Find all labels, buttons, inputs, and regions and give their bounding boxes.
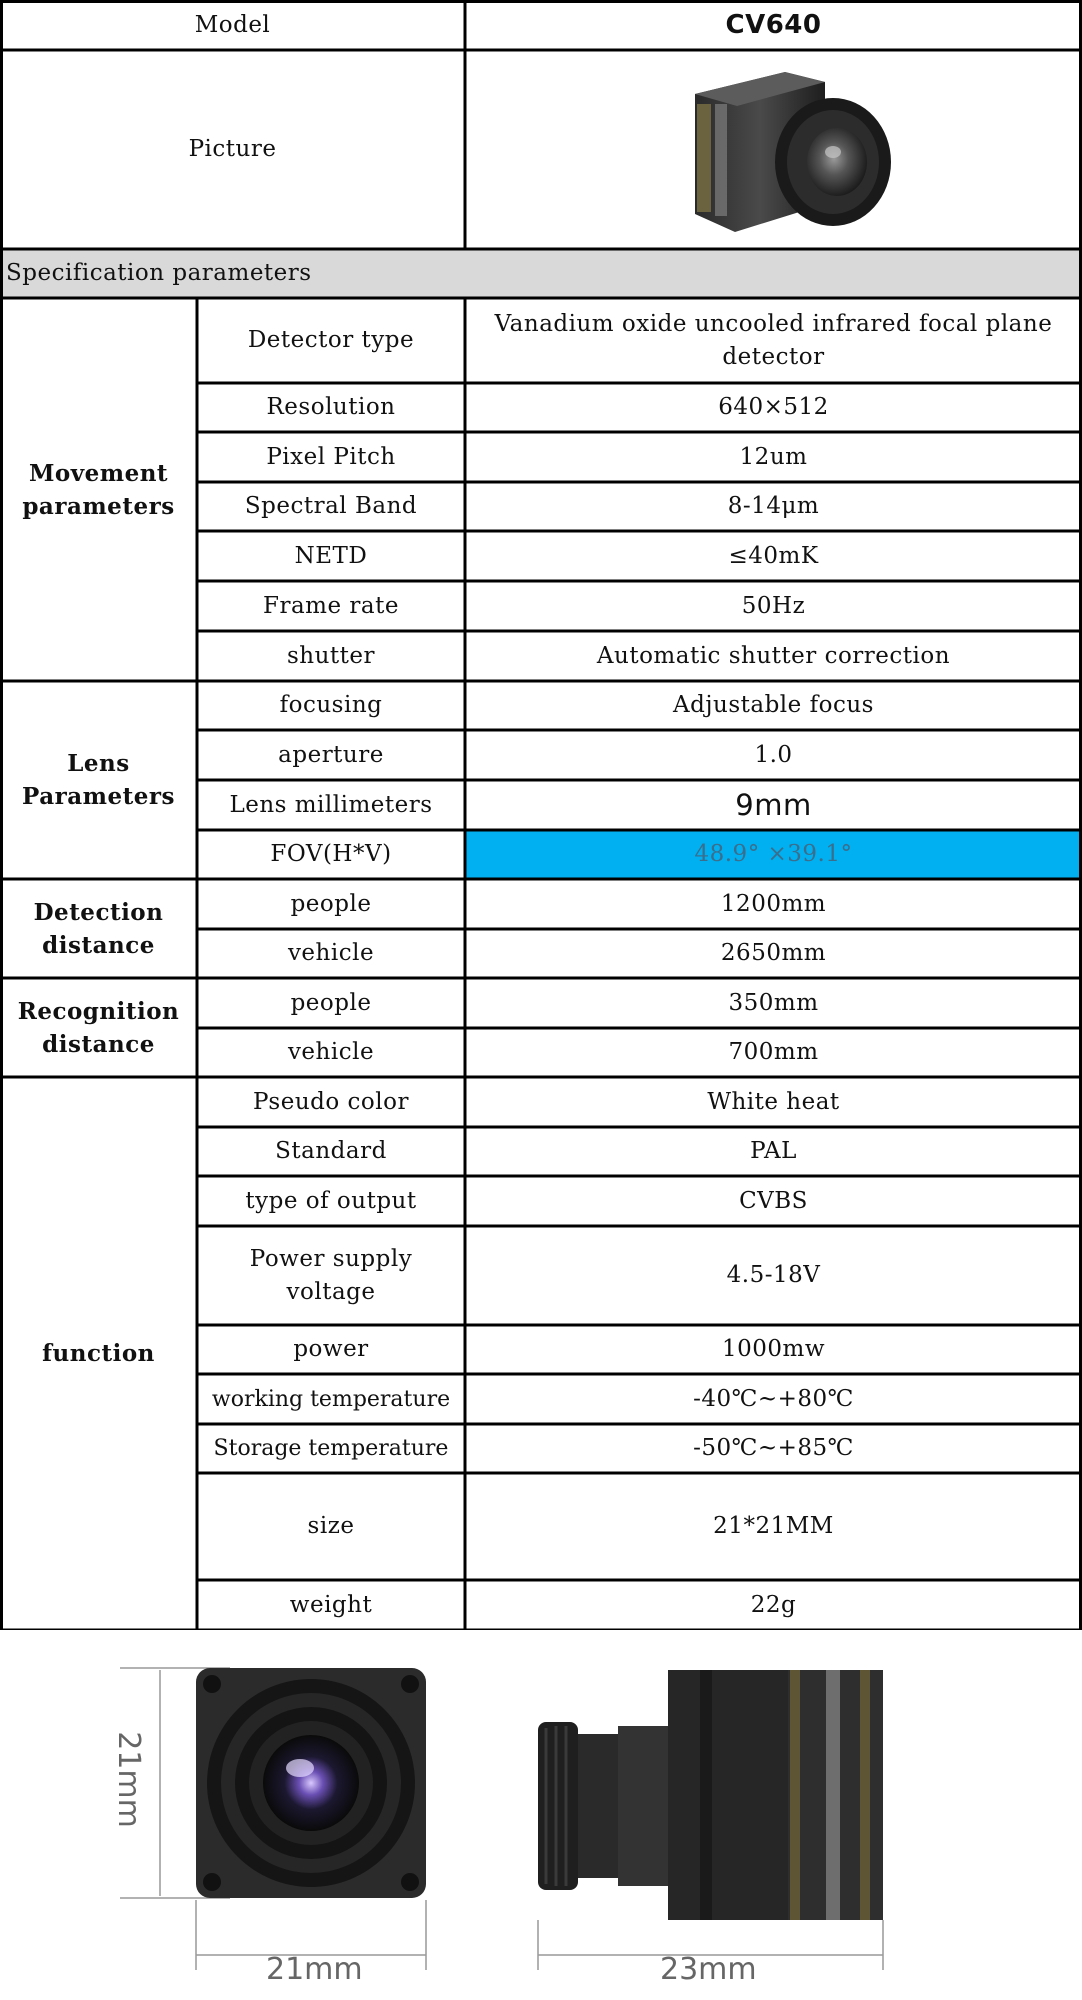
working-temp-label: working temperature	[211, 1386, 451, 1412]
width-dimension-label: 21mm	[266, 1952, 363, 1987]
detector-type-value: Vanadium oxide uncooled infrared focal plane detector	[494, 310, 1053, 370]
frame-rate-value: 50Hz	[741, 592, 806, 619]
power-label: power	[293, 1336, 369, 1362]
det-vehicle-label: vehicle	[287, 940, 375, 966]
group-lens: Lens Parameters	[22, 750, 175, 810]
shutter-value: Automatic shutter correction	[596, 642, 951, 669]
standard-value: PAL	[750, 1138, 797, 1164]
storage-temp-value: -50℃~+85℃	[693, 1435, 854, 1461]
spectral-band-label: Spectral Band	[244, 493, 418, 519]
aperture-label: aperture	[278, 741, 384, 768]
working-temp-value: -40℃~+80℃	[693, 1385, 854, 1412]
group-movement: Movement parameters	[22, 459, 175, 520]
rec-people-label: people	[290, 989, 372, 1016]
power-voltage-label: Power supply voltage	[249, 1245, 413, 1305]
aperture-value: 1.0	[754, 741, 793, 768]
netd-value: ≤40mK	[728, 542, 819, 569]
lens-mm-label: Lens millimeters	[229, 791, 433, 818]
group-function: function	[42, 1340, 155, 1367]
section-title: Specification parameters	[6, 260, 312, 286]
netd-label: NETD	[294, 542, 368, 569]
fov-value: 48.9° ×39.1°	[694, 841, 853, 867]
frame-rate-label: Frame rate	[263, 592, 399, 619]
depth-dimension-label: 23mm	[660, 1952, 757, 1987]
power-voltage-value: 4.5-18V	[726, 1262, 821, 1288]
side-view-camera	[538, 1670, 883, 1920]
group-recognition: Recognition distance	[17, 997, 180, 1058]
storage-temp-label: Storage temperature	[213, 1436, 449, 1461]
detector-type-label: Detector type	[247, 327, 415, 353]
rec-people-value: 350mm	[728, 989, 819, 1016]
picture-label: Picture	[188, 136, 277, 162]
size-value: 21*21MM	[713, 1513, 834, 1539]
resolution-value: 640×512	[718, 394, 829, 420]
pixel-pitch-value: 12um	[739, 443, 808, 470]
standard-label: Standard	[275, 1138, 387, 1164]
output-type-label: type of output	[245, 1187, 417, 1214]
dimension-drawings	[0, 1630, 1082, 2000]
dimension-svg	[0, 1630, 1082, 2000]
front-view-camera	[196, 1668, 426, 1898]
pseudo-color-value: White heat	[707, 1088, 840, 1115]
pseudo-color-label: Pseudo color	[253, 1088, 409, 1115]
det-people-label: people	[290, 890, 372, 917]
pixel-pitch-label: Pixel Pitch	[266, 443, 396, 470]
resolution-label: Resolution	[266, 394, 396, 420]
model-label: Model	[194, 11, 271, 38]
output-type-value: CVBS	[739, 1187, 808, 1214]
lens-mm-value: 9mm	[735, 787, 812, 822]
det-people-value: 1200mm	[720, 890, 827, 917]
fov-label: FOV(H*V)	[270, 841, 392, 867]
rec-vehicle-value: 700mm	[728, 1039, 819, 1065]
group-detection: Detection distance	[33, 898, 164, 959]
focusing-label: focusing	[279, 692, 383, 718]
height-dimension-label: 21mm	[110, 1731, 146, 1828]
power-value: 1000mw	[721, 1336, 826, 1362]
rec-vehicle-label: vehicle	[287, 1039, 375, 1065]
focusing-value: Adjustable focus	[673, 692, 874, 718]
weight-value: 22g	[750, 1591, 797, 1618]
det-vehicle-value: 2650mm	[720, 940, 827, 966]
weight-label: weight	[289, 1591, 373, 1618]
shutter-label: shutter	[286, 642, 376, 669]
model-value: CV640	[725, 9, 822, 40]
size-label: size	[307, 1513, 355, 1539]
spectral-band-value: 8-14μm	[727, 493, 820, 519]
